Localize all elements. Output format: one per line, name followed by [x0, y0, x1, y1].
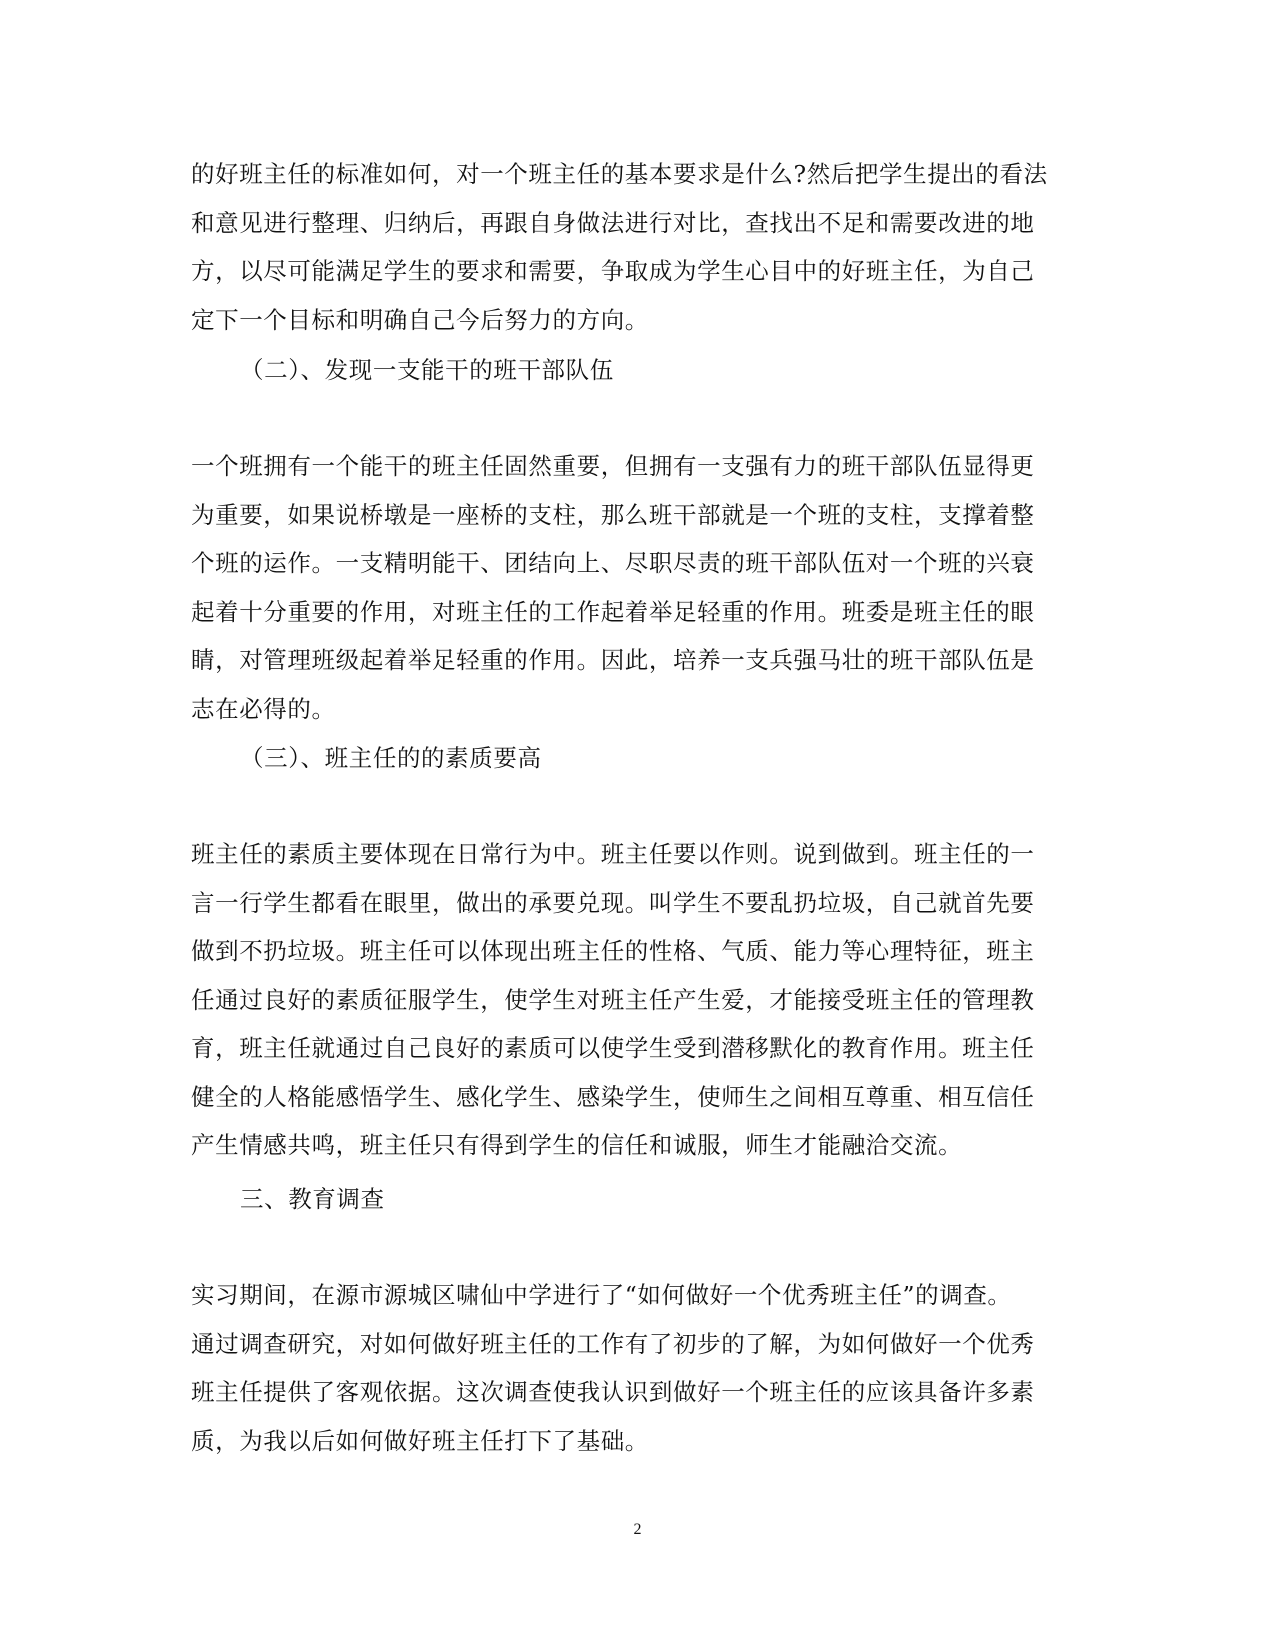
text-line: 育，班主任就通过自己良好的素质可以使学生受到潜移默化的教育作用。班主任 [191, 1034, 1035, 1062]
section-heading-education-survey: 三、教育调查 [240, 1185, 385, 1213]
text-line: 起着十分重要的作用，对班主任的工作起着举足轻重的作用。班委是班主任的眼 [191, 597, 1035, 626]
text-line: 定下一个目标和明确自己今后努力的方向。 [191, 305, 649, 334]
text-line: 的好班主任的标准如何，对一个班主任的基本要求是什么?然后把学生提出的看法 [191, 160, 1048, 188]
text-line: 一个班拥有一个能干的班主任固然重要，但拥有一支强有力的班干部队伍显得更 [191, 452, 1035, 480]
text-line: 任通过良好的素质征服学生，使学生对班主任产生爱，才能接受班主任的管理教 [191, 985, 1035, 1014]
text-line: 班主任提供了客观依据。这次调查使我认识到做好一个班主任的应该具备许多素 [191, 1378, 1035, 1406]
text-line: 实习期间，在源市源城区啸仙中学进行了“如何做好一个优秀班主任”的调查。 [191, 1281, 1012, 1309]
text-line: 通过调查研究，对如何做好班主任的工作有了初步的了解，为如何做好一个优秀 [191, 1329, 1035, 1358]
text-line: 睛，对管理班级起着举足轻重的作用。因此，培养一支兵强马壮的班干部队伍是 [191, 646, 1035, 674]
paragraph-standards [191, 150, 1071, 344]
paragraph-education-survey [191, 1271, 1071, 1465]
text-line: 为重要，如果说桥墩是一座桥的支柱，那么班干部就是一个班的支柱，支撑着整 [191, 500, 1035, 529]
subheading-class-cadre: （二）、发现一支能干的班干部队伍 [240, 356, 614, 384]
text-line: 质，为我以后如何做好班主任打下了基础。 [191, 1426, 649, 1455]
text-line: 方，以尽可能满足学生的要求和需要，争取成为学生心目中的好班主任，为自己 [191, 257, 1035, 285]
text-line: 做到不扔垃圾。班主任可以体现出班主任的性格、气质、能力等心理特征，班主 [191, 937, 1035, 965]
paragraph-teacher-quality [191, 830, 1071, 1170]
text-line: 个班的运作。一支精明能干、团结向上、尽职尽责的班干部队伍对一个班的兴衰 [191, 549, 1035, 577]
paragraph-class-cadre [191, 442, 1071, 733]
text-line: 志在必得的。 [191, 694, 336, 723]
text-line: 产生情感共鸣，班主任只有得到学生的信任和诚服，师生才能融洽交流。 [191, 1131, 963, 1159]
text-line: 班主任的素质主要体现在日常行为中。班主任要以作则。说到做到。班主任的一 [191, 840, 1035, 868]
text-line: 和意见进行整理、归纳后，再跟自身做法进行对比，查找出不足和需要改进的地 [191, 208, 1035, 237]
text-line: 健全的人格能感悟学生、感化学生、感染学生，使师生之间相互尊重、相互信任 [191, 1082, 1035, 1111]
subheading-teacher-quality: （三）、班主任的的素质要高 [240, 744, 542, 772]
text-line: 言一行学生都看在眼里，做出的承要兑现。叫学生不要乱扔垃圾，自己就首先要 [191, 888, 1035, 917]
page-number: 2 [633, 1521, 642, 1538]
